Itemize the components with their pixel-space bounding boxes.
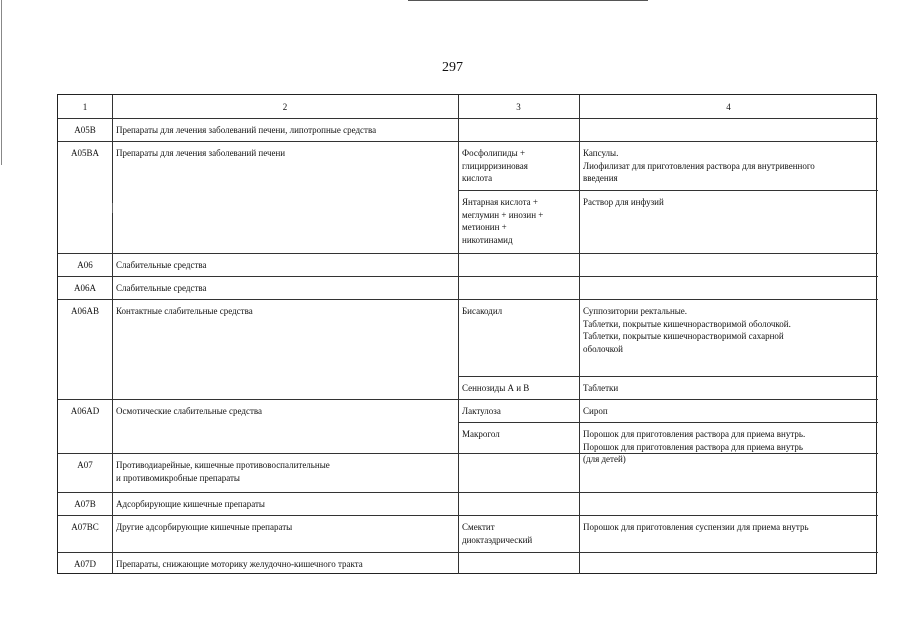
header-rule [58,118,878,119]
atc-code: A07B [74,499,96,509]
column-rule [112,95,113,574]
dosage-form: Таблетки, покрытые кишечнорастворимой сахарной [583,331,784,341]
drug-name: Смектит [462,522,495,532]
drug-name: Сеннозиды А и В [462,383,530,393]
atc-code: A07D [74,559,96,569]
group-name: Осмотические слабительные средства [116,406,263,416]
atc-code: A06AD [70,406,100,416]
group-name: Слабительные средства [116,260,207,270]
group-name: Адсорбирующие кишечные препараты [116,499,265,509]
scan-edge-left [1,0,2,165]
row-rule [58,276,878,277]
row-rule [58,453,878,454]
drug-name: меглумин + инозин + [462,209,544,220]
scan-edge-top [408,0,648,1]
dosage-form: введения [583,173,618,183]
dosage-form: Порошок для приготовления суспензии для приема внутрь [583,522,809,532]
drug-name: диоктаэдрический [462,534,533,545]
dosage-form: Порошок для приготовления раствора для приема внутрь. [583,429,806,439]
row-rule [58,299,878,300]
column-header: 1 [82,102,88,112]
group-name: Препараты для лечения заболеваний печени [116,148,286,158]
column-rule [458,95,459,574]
dosage-form: (для детей) [583,454,626,464]
drug-name: никотинамид [462,234,513,245]
row-rule [458,190,878,191]
group-name: Препараты для лечения заболеваний печени, липотропные средства [116,125,377,135]
drug-name: глицирризиновая [462,160,528,171]
column-header: 4 [726,102,731,112]
dosage-form: Порошок для приготовления раствора для приема внутрь [583,441,803,452]
atc-code: A05BA [70,148,99,158]
atc-code: A05B [74,125,96,135]
column-rule [579,95,580,574]
dosage-form: Капсулы. [583,148,619,158]
group-name: Другие адсорбирующие кишечные препараты [116,522,293,532]
row-rule [58,492,878,493]
atc-code: A06A [74,283,96,293]
atc-code: A07BC [71,522,99,532]
drug-name: Янтарная кислота + [462,197,538,207]
row-rule [58,399,878,400]
column-header: 2 [282,102,288,112]
drug-name: метионин + [462,222,507,232]
row-rule [58,253,878,254]
dosage-form: Таблетки [583,383,619,393]
dosage-form: Таблетки, покрытые кишечнорастворимой оболочкой. [583,318,791,329]
page-number: 297 [442,60,463,75]
row-rule [458,422,878,423]
dosage-form: Лиофилизат для приготовления раствора для внутривенного [583,160,815,171]
scan-mark [112,203,113,213]
dosage-form: Раствор для инфузий [583,197,664,207]
drug-name: Лактулоза [462,406,501,416]
medicine-table [57,94,877,574]
dosage-form: Сироп [583,406,608,416]
drug-name: Фосфолипиды + [462,148,526,158]
group-name: Препараты, снижающие моторику желудочно-кишечного тракта [116,559,363,569]
drug-name: Макрогол [462,429,500,439]
atc-code: A06AB [70,306,99,316]
drug-name: кислота [462,173,493,183]
dosage-form: оболочкой [583,343,623,354]
column-header: 3 [516,102,521,112]
group-name: Контактные слабительные средства [116,306,253,316]
row-rule [58,552,878,553]
row-rule [458,376,878,377]
row-rule [58,141,878,142]
group-name: Слабительные средства [116,283,207,293]
dosage-form: Суппозитории ректальные. [583,306,688,316]
atc-code: A06 [77,260,93,270]
group-name: и противомикробные препараты [116,472,240,483]
row-rule [58,515,878,516]
group-name: Противодиарейные, кишечные противовоспалительные [116,460,330,470]
atc-code: A07 [77,460,93,470]
drug-name: Бисакодил [462,306,503,316]
